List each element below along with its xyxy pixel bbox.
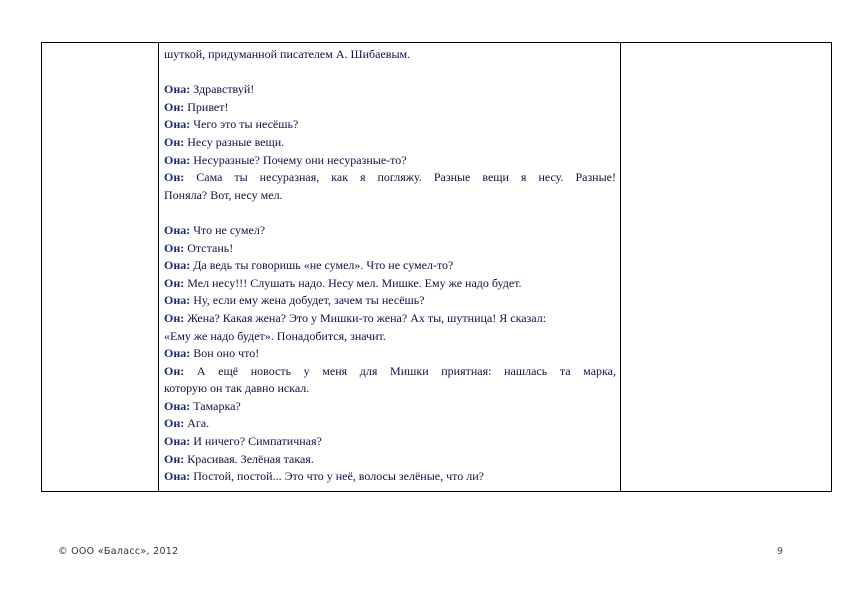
dialogue-line bbox=[164, 240, 616, 258]
dialogue-line bbox=[164, 292, 616, 310]
line-text: Вон оно что! bbox=[190, 346, 260, 361]
speaker: Она: bbox=[164, 434, 191, 449]
line-text: Красивая. Зелёная такая. bbox=[184, 451, 314, 466]
dialogue-line bbox=[164, 81, 616, 99]
speaker: Он: bbox=[164, 275, 185, 290]
line-text: Поняла? Вот, несу мел. bbox=[164, 187, 283, 202]
line-text: Да ведь ты говоришь «не сумел». Что не сумел-то? bbox=[190, 258, 454, 273]
dialogue-line bbox=[164, 99, 616, 117]
line-text: Что не сумел? bbox=[190, 222, 266, 237]
speaker: Она: bbox=[164, 469, 191, 484]
speaker: Он: bbox=[164, 99, 185, 114]
dialogue-line bbox=[164, 433, 616, 451]
line-text: которую он так давно искал. bbox=[164, 381, 310, 396]
speaker: Она: bbox=[164, 117, 191, 132]
line-text: Ну, если ему жена добудет, зачем ты несёшь? bbox=[190, 293, 425, 308]
speaker: Она: bbox=[164, 152, 191, 167]
dialogue-line bbox=[164, 222, 616, 240]
line-text: Ага. bbox=[184, 416, 210, 431]
line-text: А ещё новость у меня для Мишки приятная: нашлась та марка, bbox=[184, 363, 616, 378]
line-text: Сама ты несуразная, как я погляжу. Разные вещи я несу. Разные! bbox=[184, 170, 616, 185]
line-text: И ничего? Симпатичная? bbox=[190, 434, 322, 449]
dialogue-line bbox=[164, 169, 616, 187]
page-number: 9 bbox=[777, 546, 784, 557]
dialogue-line bbox=[164, 380, 616, 398]
speaker: Он: bbox=[164, 363, 185, 378]
speaker: Она: bbox=[164, 293, 191, 308]
line-text: Чего это ты несёшь? bbox=[190, 117, 299, 132]
dialogue-line bbox=[164, 152, 616, 170]
speaker: Она: bbox=[164, 346, 191, 361]
dialogue-line bbox=[164, 257, 616, 275]
line-text: Несуразные? Почему они несуразные-то? bbox=[190, 152, 407, 167]
line-text: Здравствуй! bbox=[190, 82, 255, 97]
speaker: Она: bbox=[164, 398, 191, 413]
dialogue-line bbox=[164, 415, 616, 433]
line-text: Несу разные вещи. bbox=[184, 134, 285, 149]
dialogue-column bbox=[158, 43, 621, 491]
dialogue-line bbox=[164, 398, 616, 416]
speaker: Он: bbox=[164, 134, 185, 149]
dialogue-line bbox=[164, 363, 616, 381]
speaker: Он: bbox=[164, 416, 185, 431]
line-text: Постой, постой... Это что у неё, волосы зелёные, что ли? bbox=[190, 469, 484, 484]
line-text: «Ему же надо будет». Понадобится, значит. bbox=[164, 328, 386, 343]
line-text: Отстань! bbox=[184, 240, 234, 255]
dialogue-line bbox=[164, 345, 616, 363]
speaker: Он: bbox=[164, 240, 185, 255]
dialogue-line bbox=[164, 187, 616, 205]
copyright-footer: © ООО «Баласс», 2012 bbox=[58, 546, 179, 557]
speaker: Он: bbox=[164, 310, 185, 325]
line-text: Тамарка? bbox=[190, 398, 241, 413]
dialogue-line bbox=[164, 134, 616, 152]
line-text: Привет! bbox=[184, 99, 229, 114]
speaker: Она: bbox=[164, 82, 191, 97]
dialogue-line bbox=[164, 310, 616, 328]
speaker: Она: bbox=[164, 258, 191, 273]
line-text: Жена? Какая жена? Это у Мишки-то жена? Ах ты, шутница! Я сказал: bbox=[184, 310, 547, 325]
speaker: Он: bbox=[164, 451, 185, 466]
speaker: Она: bbox=[164, 222, 191, 237]
content-table bbox=[41, 42, 832, 492]
dialogue-line bbox=[164, 468, 616, 486]
line-text: Мел несу!!! Слушать надо. Несу мел. Мишке. Ему же надо будет. bbox=[184, 275, 522, 290]
dialogue-line bbox=[164, 116, 616, 134]
speaker: Он: bbox=[164, 170, 185, 185]
dialogue-line bbox=[164, 275, 616, 293]
dialogue-line bbox=[164, 451, 616, 469]
intro-line: шуткой, придуманной писателем А. Шибаевым. bbox=[164, 47, 411, 61]
dialogue-line bbox=[164, 328, 616, 346]
